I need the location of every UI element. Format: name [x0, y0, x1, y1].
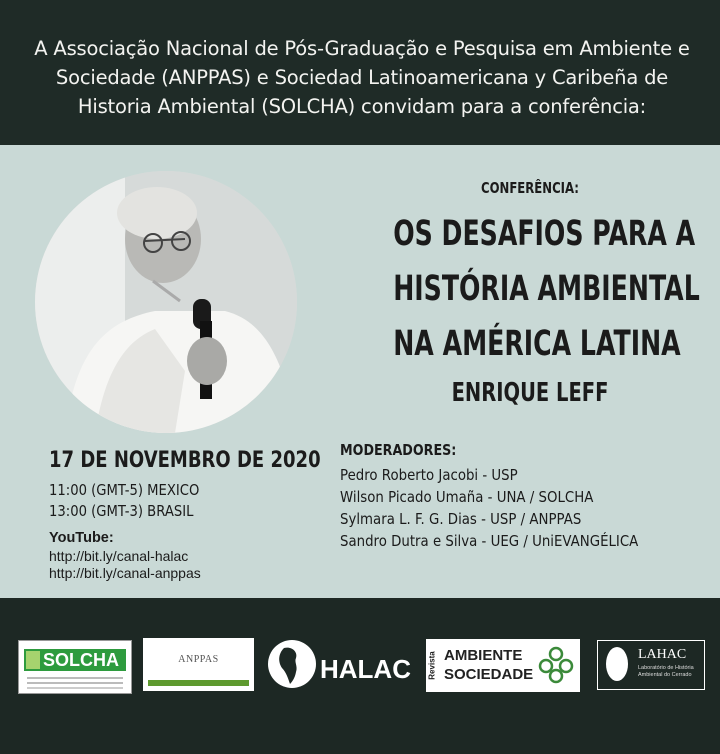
speaker-photo: [35, 171, 297, 433]
youtube-link-anppas[interactable]: http://bit.ly/canal-anppas: [49, 565, 201, 581]
ambiente-logo-side-text: Revista: [427, 651, 437, 680]
solcha-logo-fineprint: [27, 677, 123, 679]
anppas-logo: [143, 638, 254, 691]
title-line: OS DESAFIOS PARA A: [393, 214, 696, 254]
youtube-label: YouTube:: [49, 530, 114, 546]
ambiente-logo-line2: SOCIEDADE: [444, 666, 534, 683]
halac-logo-text: HALAC: [320, 654, 411, 684]
moderator-item: Wilson Picado Umaña - UNA / SOLCHA: [340, 488, 594, 506]
anppas-logo-text: ANPPAS: [178, 654, 219, 665]
anppas-logo-stripe: [148, 680, 249, 686]
moderator-item: Sylmara L. F. G. Dias - USP / ANPPAS: [340, 510, 582, 528]
ambiente-sociedade-logo: [426, 639, 580, 692]
lahac-logo-text: LAHAC: [638, 647, 687, 662]
content-band: [0, 145, 720, 598]
event-time-brasil: 13:00 (GMT-3) BRASIL: [49, 502, 194, 520]
header-band: [0, 0, 720, 145]
solcha-logo-text: SOLCHA: [43, 650, 119, 670]
americas-globe-icon: [268, 640, 316, 688]
invitation-text: A Associação Nacional de Pós-Graduação e Pesquisa em Ambiente e Sociedade (ANPPAS) e Sociedad Latinoamericana y Caribeña de Historia Ambiental (SOLCHA) convidam para a conferência:: [34, 37, 690, 118]
sponsors-band: [0, 598, 720, 754]
moderator-item: Sandro Dutra e Silva - UEG / UniEVANGÉLICA: [340, 532, 639, 550]
solcha-logo: [18, 640, 132, 694]
tree-icon: [538, 646, 574, 684]
halac-logo: [268, 638, 411, 692]
moderators-label: MODERADORES:: [340, 441, 457, 459]
speaker-name: ENRIQUE LEFF: [451, 378, 609, 408]
event-date: 17 DE NOVEMBRO DE 2020: [49, 447, 321, 473]
lahac-logo: [597, 640, 705, 690]
conference-title: [340, 207, 720, 372]
ambiente-logo-line1: AMBIENTE: [444, 647, 523, 664]
leaf-icon: [606, 647, 628, 681]
speaker-photo-illustration: [35, 171, 297, 433]
title-line: HISTÓRIA AMBIENTAL: [393, 269, 700, 309]
grass-icon: [26, 651, 40, 669]
youtube-link-halac[interactable]: http://bit.ly/canal-halac: [49, 548, 189, 564]
conference-label: CONFERÊNCIA:: [480, 179, 579, 197]
title-line: NA AMÉRICA LATINA: [393, 324, 681, 364]
moderator-item: Pedro Roberto Jacobi - USP: [340, 466, 518, 484]
lahac-logo-subtitle: Laboratório de História Ambiental do Cerrado: [638, 665, 694, 678]
event-time-mexico: 11:00 (GMT-5) MEXICO: [49, 481, 200, 499]
